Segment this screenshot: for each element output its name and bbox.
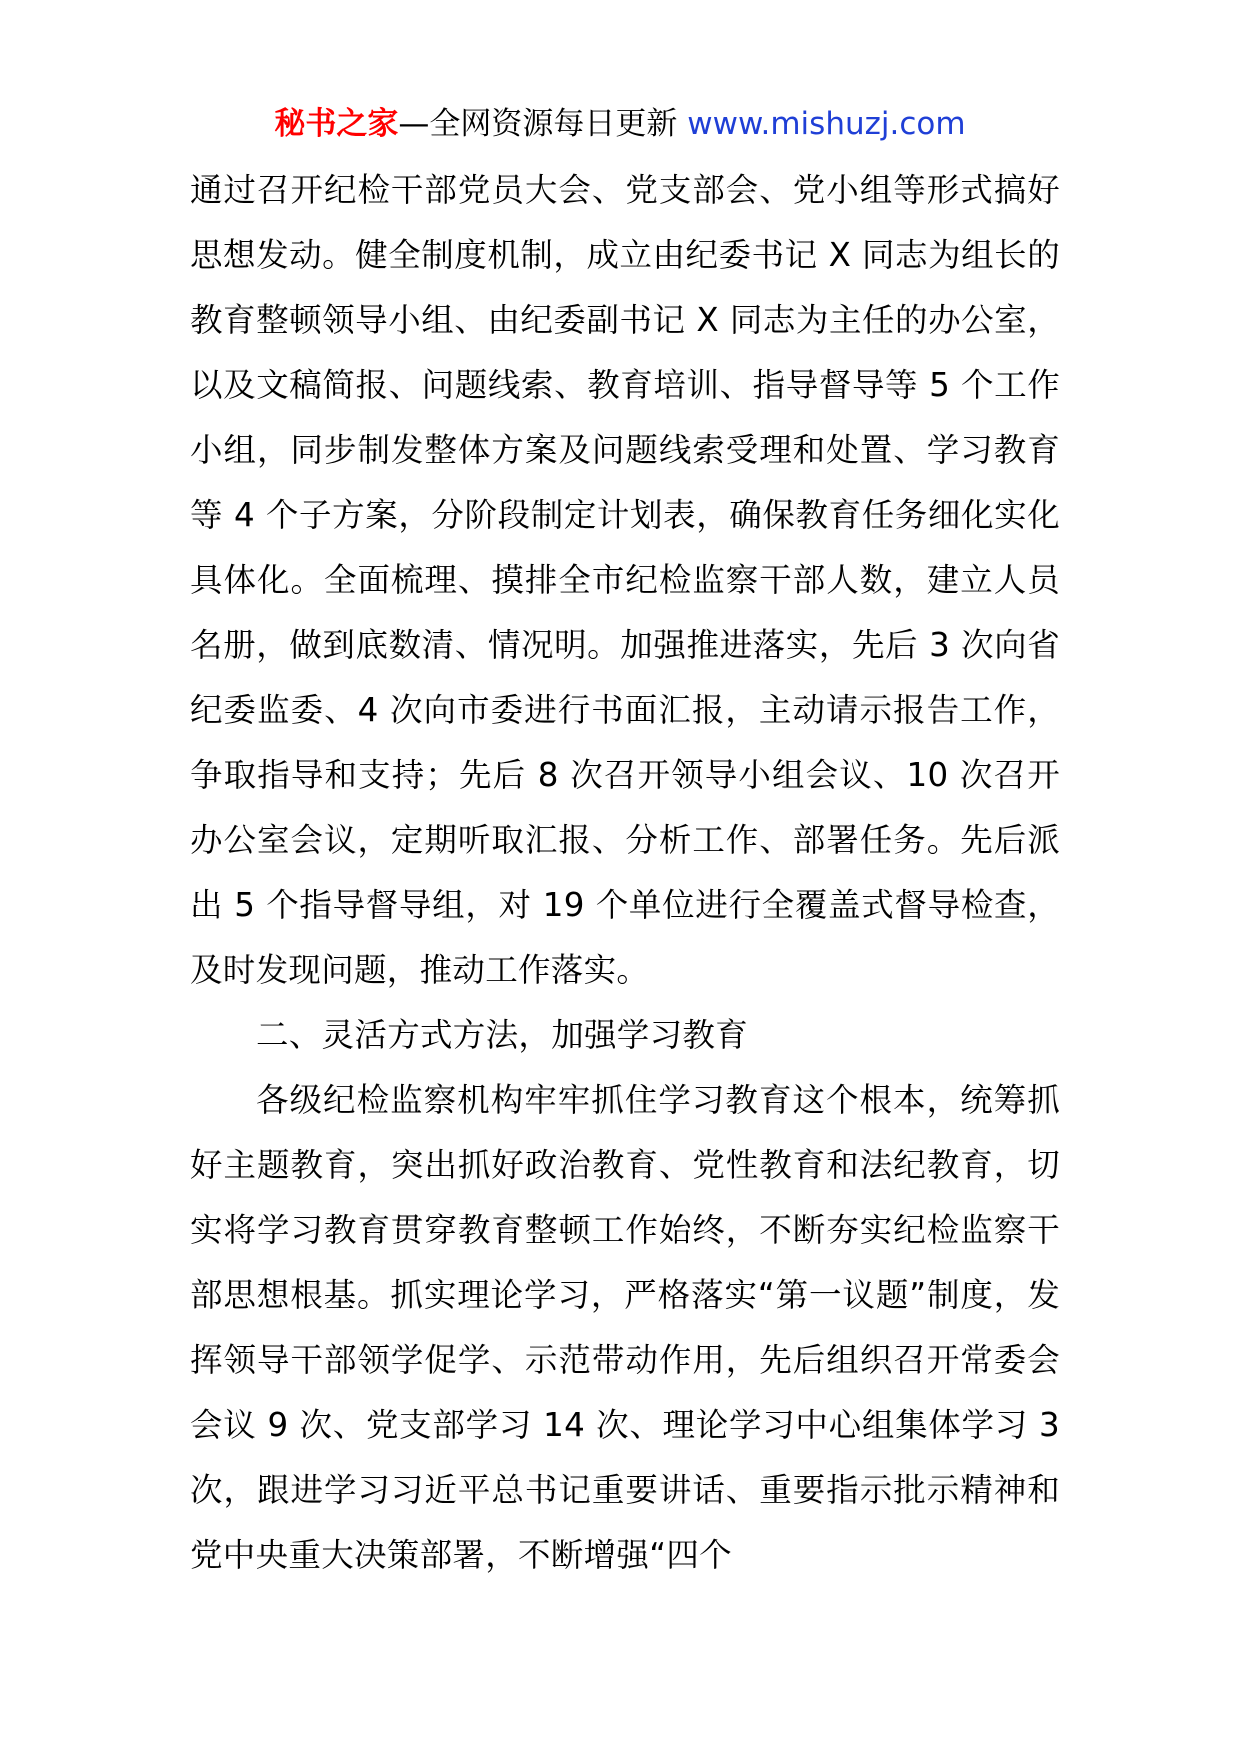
paragraph-continued: 通过召开纪检干部党员大会、党支部会、党小组等形式搞好思想发动。健全制度机制，成立由纪委书记 X 同志为组长的教育整顿领导小组、由纪委副书记 X 同志为主任的办公室，以及文稿简报、问题线索、教育培训、指导督导等 5 个工作小组，同步制发整体方案及问题线索受理和处置、学习教育等 4 个子方案，分阶段制定计划表，确保教育任务细化实化具体化。全面梳理、摸排全市纪检监察干部人数，建立人员名册，做到底数清、情况明。加强推进落实，先后 3 次向省纪委监委、4 次向市委进行书面汇报，主动请示报告工作，争取指导和支持；先后 8 次召开领导小组会议、10 次召开办公室会议，定期听取汇报、分析工作、部署任务。先后派出 5 个指导督导组，对 19 个单位进行全覆盖式督导检查，及时发现问题，推动工作落实。 — [190, 171, 1060, 989]
document-body — [190, 158, 1060, 1588]
section-heading: 二、灵活方式方法，加强学习教育 — [256, 1016, 749, 1054]
header-url-link[interactable]: www.mishuzj.com — [687, 106, 966, 142]
header-slogan: —全网资源每日更新 — [398, 106, 688, 142]
page-header — [0, 102, 1240, 146]
paragraph: 各级纪检监察机构牢牢抓住学习教育这个根本，统筹抓好主题教育，突出抓好政治教育、党性教育和法纪教育，切实将学习教育贯穿教育整顿工作始终，不断夯实纪检监察干部思想根基。抓实理论学习，严格落实“第一议题”制度，发挥领导干部领学促学、示范带动作用，先后组织召开常委会会议 9 次、党支部学习 14 次、理论学习中心组集体学习 3 次，跟进学习习近平总书记重要讲话、重要指示批示精神和党中央重大决策部署，不断增强“四个 — [190, 1081, 1060, 1574]
header-brand: 秘书之家 — [274, 106, 399, 142]
